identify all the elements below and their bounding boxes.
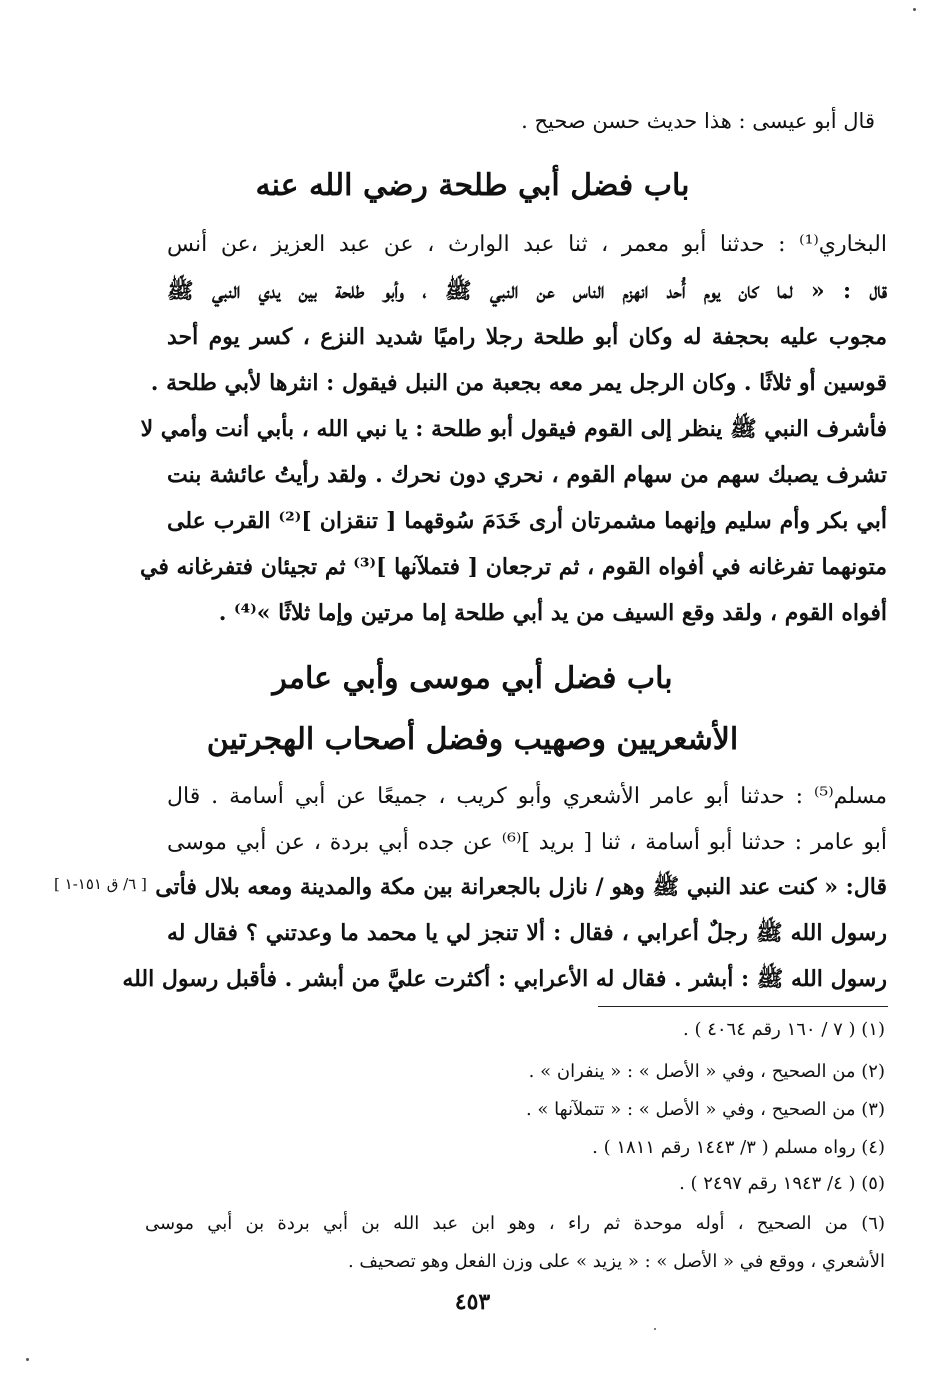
- scan-speck: [26, 1358, 29, 1361]
- page-number: ٤٥٣: [454, 1289, 491, 1315]
- paragraph-line: متونهما تفرغانه في أفواه القوم ، ثم ترجعان [ فتملآنها ]⁽³⁾ ثم تجيئان فتفرغانه في: [139, 554, 887, 580]
- scan-speck: [654, 1328, 656, 1330]
- paragraph-line: قال: « كنت عند النبي ﷺ وهو / نازل بالجعرانة بين مكة والمدينة ومعه بلال فأتى: [155, 874, 887, 900]
- footnote: (١) ( ٧ / ١٦٠ رقم ٤٠٦٤ ) .: [683, 1019, 885, 1040]
- footnote-divider: [598, 1006, 888, 1007]
- intro-line: قال أبو عيسى : هذا حديث حسن صحيح .: [521, 109, 875, 133]
- paragraph-line: رسول الله ﷺ : أبشر . فقال له الأعرابي : أكثرت عليَّ من أبشر . فأقبل رسول الله: [122, 966, 887, 992]
- paragraph-line: قال : « لما كان يوم أُحد انهزم الناس عن النبي ﷺ ، وأبو طلحة بين يدي النبي ﷺ: [167, 278, 887, 304]
- paragraph-line: البخاري⁽¹⁾ : حدثنا أبو معمر ، ثنا عبد الوارث ، عن عبد العزيز ،عن أنس: [167, 232, 887, 257]
- footnote: (٢) من الصحيح ، وفي « الأصل » : « ينفران » .: [528, 1061, 885, 1082]
- manuscript-folio-reference: [ ٦/ ق ١٥١-١ ]: [54, 875, 147, 893]
- paragraph-line: أبو عامر : حدثنا أبو أسامة ، ثنا [ بريد ]⁽⁶⁾ عن جده أبي بردة ، عن أبي موسى: [167, 830, 887, 855]
- section-heading-abu-musa-line2: الأشعريين وصهيب وفضل أصحاب الهجرتين: [206, 722, 739, 757]
- paragraph-line: أفواه القوم ، ولقد وقع السيف من يد أبي طلحة إما مرتين وإما ثلاثًا »⁽⁴⁾ .: [218, 600, 887, 626]
- footnote: (٣) من الصحيح ، وفي « الأصل » : « تتملآنها » .: [525, 1099, 885, 1120]
- section-heading-abu-talha: باب فضل أبي طلحة رضي الله عنه: [255, 168, 690, 203]
- footnote: (٥) ( ٤/ ١٩٤٣ رقم ٢٤٩٧ ) .: [679, 1173, 885, 1194]
- paragraph-line: قوسين أو ثلاثًا . وكان الرجل يمر معه بجعبة من النبل فيقول : انثرها لأبي طلحة .: [150, 370, 887, 396]
- paragraph-line: فأشرف النبي ﷺ ينظر إلى القوم فيقول أبو طلحة : يا نبي الله ، بأبي أنت وأمي لا: [140, 416, 887, 442]
- footnote: (٤) رواه مسلم ( ٣/ ١٤٤٣ رقم ١٨١١ ) .: [592, 1137, 885, 1158]
- paragraph-line: تشرف يصبك سهم من سهام القوم ، نحري دون نحرك . ولقد رأيتُ عائشة بنت: [167, 462, 887, 488]
- paragraph-line: أبي بكر وأم سليم وإنهما مشمرتان أرى خَدَمَ سُوقهما [ تنقزان ]⁽²⁾ القرب على: [167, 508, 887, 534]
- footnote-continuation: الأشعري ، ووقع في « الأصل » : « يزيد » على وزن الفعل وهو تصحيف .: [347, 1251, 885, 1272]
- paragraph-line: رسول الله ﷺ رجلٌ أعرابي ، فقال : ألا تنجز لي يا محمد ما وعدتني ؟ فقال له: [167, 920, 887, 946]
- footnote: (٦) من الصحيح ، أوله موحدة ثم راء ، وهو ابن عبد الله بن أبي بردة بن أبي موسى: [145, 1213, 885, 1234]
- section-heading-abu-musa: باب فضل أبي موسى وأبي عامر: [272, 661, 673, 696]
- paragraph-line: مجوب عليه بحجفة له وكان أبو طلحة رجلا راميًا شديد النزع ، كسر يوم أحد: [167, 324, 887, 350]
- scan-speck: [913, 8, 916, 11]
- paragraph-line: مسلم⁽⁵⁾ : حدثنا أبو عامر الأشعري وأبو كريب ، جميعًا عن أبي أسامة . قال: [167, 784, 887, 809]
